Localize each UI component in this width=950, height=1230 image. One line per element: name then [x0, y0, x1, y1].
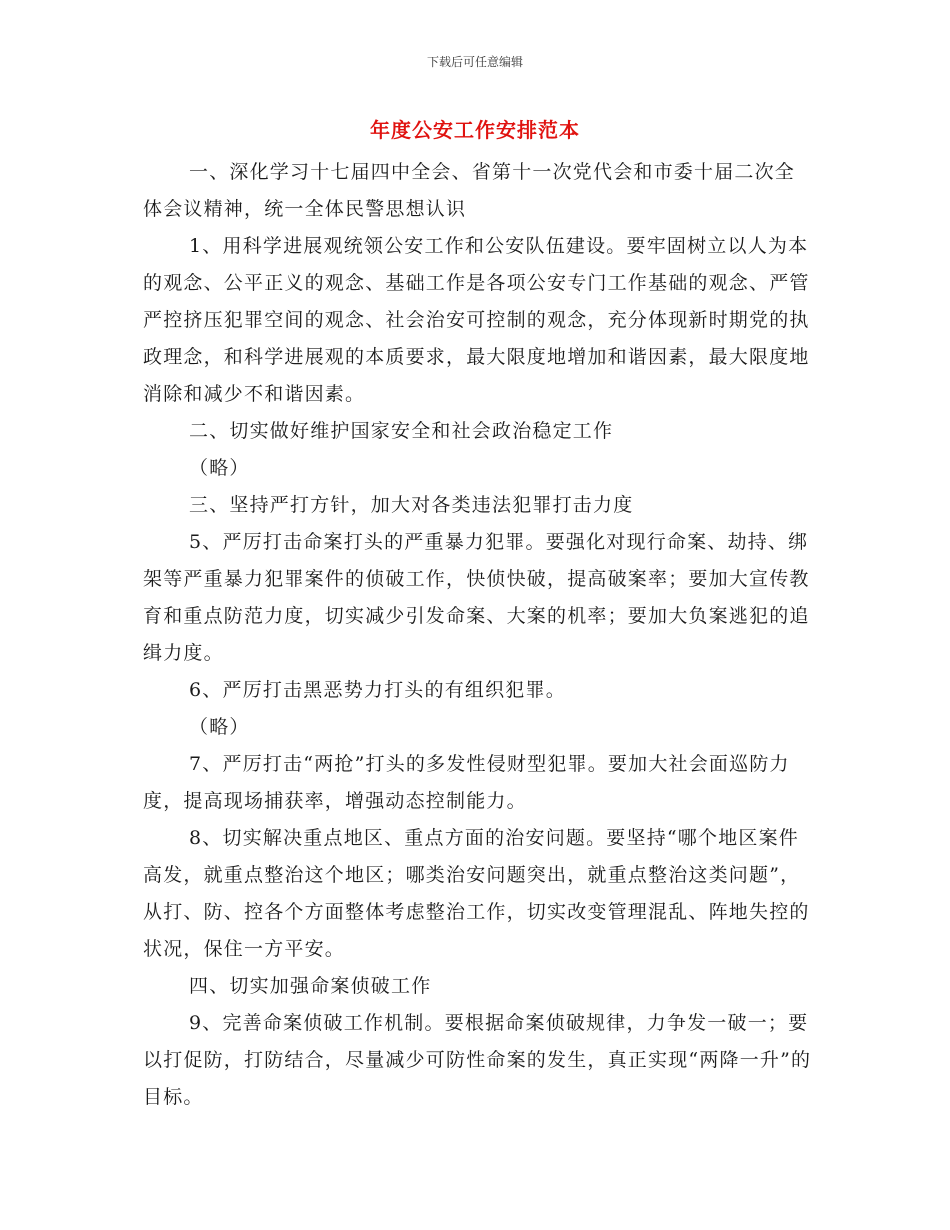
paragraph-section-2-heading: 二、切实做好维护国家安全和社会政治稳定工作 [189, 420, 614, 442]
paragraph-item-8: 8、切实解决重点地区、重点方面的治安问题。要坚持“哪个地区案件高发，就重点整治这个地区；哪类治安问题突出，就重点整治这类问题”，从打、防、控各个方面整体考虑整治工作，切实改变管理混乱、阵地失控的状况，保住一方平安。 [143, 827, 810, 960]
paragraph-omitted-1: （略） [189, 457, 250, 479]
document-body [143, 154, 815, 1116]
paragraph-item-6: 6、严厉打击黑恶势力打头的有组织犯罪。 [189, 679, 566, 701]
paragraph-item-7: 7、严厉打击“两抢”打头的多发性侵财型犯罪。要加大社会面巡防力度，提高现场捕获率，增强动态控制能力。 [143, 753, 790, 812]
page-header-note: 下载后可任意编辑 [426, 55, 523, 69]
paragraph-section-3-heading: 三、坚持严打方针，加大对各类违法犯罪打击力度 [189, 494, 634, 516]
paragraph-omitted-2: （略） [189, 716, 250, 738]
paragraph-item-5: 5、严厉打击命案打头的严重暴力犯罪。要强化对现行命案、劫持、绑架等严重暴力犯罪案件的侦破工作，快侦快破，提高破案率；要加大宣传教育和重点防范力度，切实减少引发命案、大案的机率；要加大负案逃犯的追缉力度。 [143, 531, 810, 664]
paragraph-section-1-heading: 一、深化学习十七届四中全会、省第十一次党代会和市委十届二次全体会议精神，统一全体民警思想认识 [143, 161, 796, 220]
document-title: 年度公安工作安排范本 [370, 118, 580, 142]
paragraph-item-9: 9、完善命案侦破工作机制。要根据命案侦破规律，力争发一破一；要以打促防，打防结合，尽量减少可防性命案的发生，真正实现“两降一升”的目标。 [143, 1012, 812, 1108]
paragraph-section-4-heading: 四、切实加强命案侦破工作 [189, 975, 432, 997]
paragraph-item-1: 1、用科学进展观统领公安工作和公安队伍建设。要牢固树立以人为本的观念、公平正义的观念、基础工作是各项公安专门工作基础的观念、严管严控挤压犯罪空间的观念、社会治安可控制的观念，充分体现新时期党的执政理念，和科学进展观的本质要求，最大限度地增加和谐因素，最大限度地消除和减少不和谐因素。 [143, 235, 810, 405]
